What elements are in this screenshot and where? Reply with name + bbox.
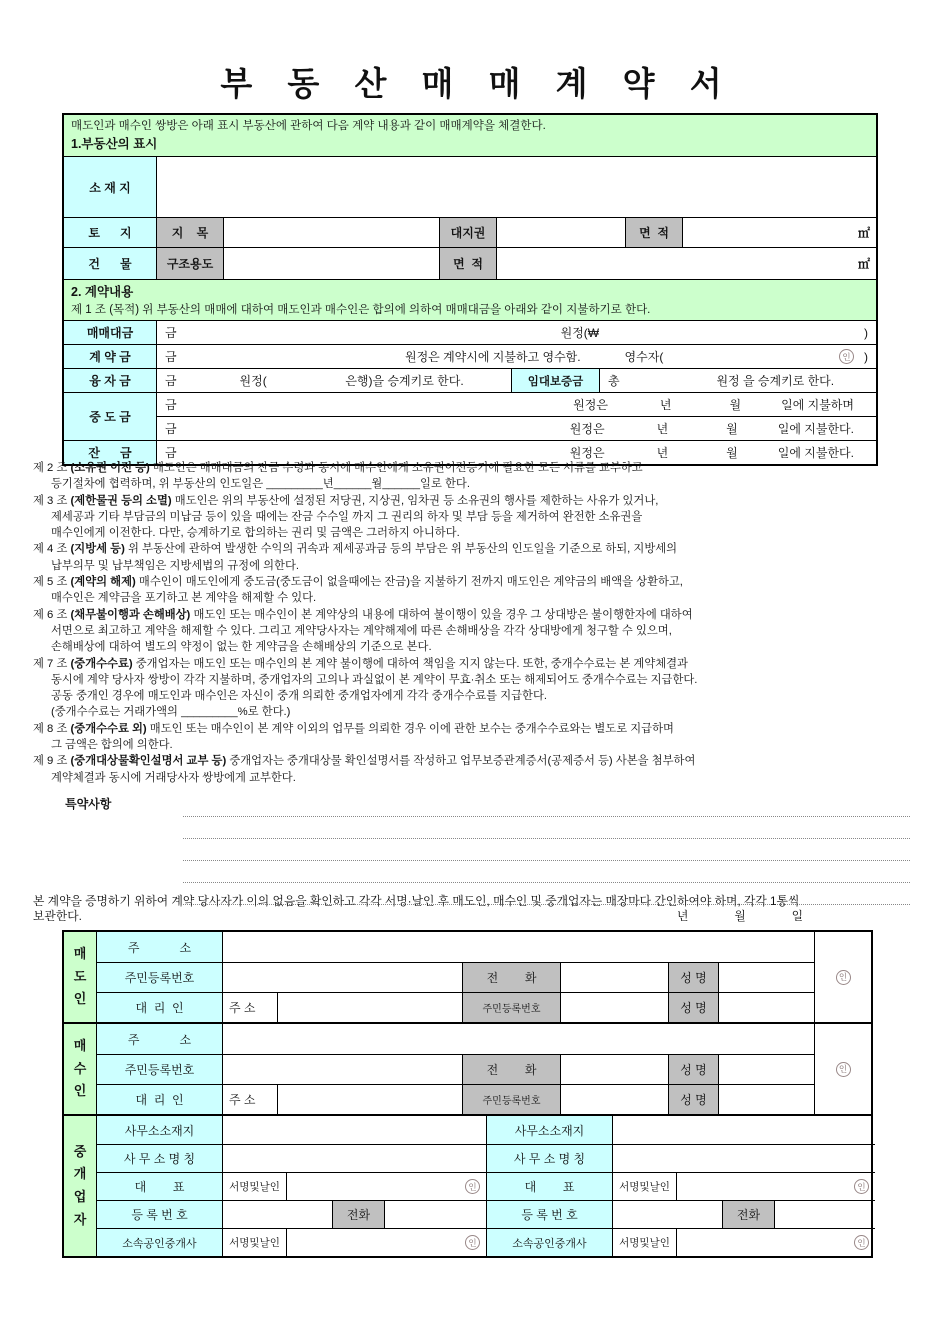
address-label: 주 소 bbox=[97, 1024, 222, 1054]
seal-icon: 인 bbox=[839, 349, 854, 364]
geum-label: 금 bbox=[165, 350, 177, 364]
land-right-field[interactable] bbox=[496, 218, 625, 247]
page-title: 부 동 산 매 매 계 약 서 bbox=[220, 65, 735, 102]
name-label: 성 명 bbox=[668, 1055, 718, 1084]
buyer-ssn-field[interactable] bbox=[222, 1055, 462, 1084]
office-name-label: 사 무 소 명 칭 bbox=[487, 1145, 612, 1172]
broker-right-assoc-sign-field[interactable] bbox=[676, 1229, 875, 1256]
bank-text: 은행)을 승계키로 한다. bbox=[345, 374, 464, 388]
section2-heading: 2. 계약내용 bbox=[71, 285, 134, 299]
receiver-label: 영수자( bbox=[624, 350, 664, 364]
seal-icon: 인 bbox=[854, 1179, 869, 1194]
tel-label: 전화 bbox=[722, 1201, 774, 1228]
loan-field[interactable] bbox=[156, 369, 511, 392]
close-paren: ) bbox=[864, 349, 869, 364]
seal-icon: 인 bbox=[465, 1235, 480, 1250]
day-text: 일에 지불한다. bbox=[777, 422, 854, 436]
wonjeong-label: 원정은 bbox=[573, 398, 608, 412]
broker-right-office-address-field[interactable] bbox=[612, 1116, 875, 1144]
land-label: 토 지 bbox=[64, 218, 156, 247]
price-label: 매매대금 bbox=[64, 321, 156, 344]
representative-label: 대 표 bbox=[97, 1173, 222, 1200]
registration-number-label: 등 록 번 호 bbox=[97, 1201, 222, 1228]
building-structure-label: 구조용도 bbox=[156, 248, 223, 279]
building-label: 건 물 bbox=[64, 248, 156, 279]
phone-label: 전 화 bbox=[462, 963, 560, 992]
wonjeong-label: 원정은 bbox=[569, 422, 605, 436]
land-area-label: 면 적 bbox=[625, 218, 682, 247]
seal-icon: 인 bbox=[836, 1062, 851, 1077]
sign-seal-label: 서명및날인 bbox=[222, 1173, 286, 1200]
loan-label: 융 자 금 bbox=[64, 369, 156, 392]
land-category-field[interactable] bbox=[223, 218, 439, 247]
buyer-vertical-label: 매수인 bbox=[64, 1024, 97, 1114]
special-terms-line[interactable] bbox=[183, 795, 910, 817]
broker-left-assoc-sign-field[interactable] bbox=[286, 1229, 486, 1256]
seller-agent-address-field[interactable] bbox=[277, 993, 462, 1022]
article-1: 제 1 조 (목적) 위 부동산의 매매에 대하여 매도인과 매수인은 합의에 의하여 매매대금을 아래와 같이 지불하기로 한다. bbox=[71, 303, 651, 316]
agent-ssn-label: 주민등록번호 bbox=[462, 993, 560, 1022]
month-label: 월 bbox=[729, 398, 742, 412]
interim-field-1[interactable] bbox=[157, 393, 876, 416]
buyer-agent-name-field[interactable] bbox=[718, 1085, 814, 1114]
sign-seal-label: 서명및날인 bbox=[612, 1229, 676, 1256]
wonjeong-label: 원정( bbox=[239, 374, 267, 388]
sqm-unit: ㎡ bbox=[857, 257, 870, 271]
price-field[interactable] bbox=[156, 321, 876, 344]
office-address-label: 사무소소재지 bbox=[97, 1116, 222, 1144]
rent-text: 원정 을 승계키로 한다. bbox=[716, 374, 835, 388]
geum-label: 금 bbox=[165, 446, 177, 460]
agent-address-label: 주 소 bbox=[222, 1085, 277, 1114]
deposit-field[interactable] bbox=[156, 345, 876, 368]
special-terms-line[interactable] bbox=[183, 861, 910, 883]
special-terms-line[interactable] bbox=[183, 839, 910, 861]
associate-broker-label: 소속공인중개사 bbox=[487, 1229, 612, 1256]
special-terms-label: 특약사항 bbox=[65, 797, 112, 811]
building-structure-field[interactable] bbox=[223, 248, 439, 279]
associate-broker-label: 소속공인중개사 bbox=[97, 1229, 222, 1256]
closing-line1: 본 계약을 증명하기 위하여 계약 당사자가 이의 없음을 확인하고 각각 서명·날인 후 매도인, 매수인 및 중개업자는 매장마다 간인하여야 하며, 각각 1통씩 bbox=[33, 894, 800, 908]
section1-heading: 1.부동산의 표시 bbox=[71, 137, 158, 152]
land-area-field[interactable] bbox=[682, 218, 876, 247]
agent-label: 대 리 인 bbox=[97, 1085, 222, 1114]
ssn-label: 주민등록번호 bbox=[97, 1055, 222, 1084]
seller-agent-ssn-field[interactable] bbox=[560, 993, 668, 1022]
broker-right-office-name-field[interactable] bbox=[612, 1145, 875, 1172]
year-label: 년 bbox=[656, 422, 669, 436]
tel-label: 전화 bbox=[332, 1201, 384, 1228]
buyer-seal-cell[interactable] bbox=[814, 1024, 871, 1114]
broker-left-office-name-field[interactable] bbox=[222, 1145, 486, 1172]
geum-label: 금 bbox=[165, 422, 177, 436]
broker-left-rep-sign-field[interactable] bbox=[286, 1173, 486, 1200]
seller-block bbox=[64, 932, 871, 1022]
seal-icon: 인 bbox=[836, 970, 851, 985]
broker-right-rep-sign-field[interactable] bbox=[676, 1173, 875, 1200]
sign-seal-label: 서명및날인 bbox=[222, 1229, 286, 1256]
broker-left-office-address-field[interactable] bbox=[222, 1116, 486, 1144]
land-category-label: 지 목 bbox=[156, 218, 223, 247]
contract-articles: 제 2 조 (소유권 이전 등) 매도인은 매매대금의 잔금 수령과 동시에 매수인에게 소유권이전등기에 필요한 모든 서류를 교부하고 등기절차에 협력하며, 위 부동산의 인도일은 _________년______월______일로 한다. 제 3 조 (제한물권 등의 소멸) 매도인은 위의 부동산에 설정된 저당권, 지상권, 임차권 등 소유권의 행사를 제한하는 사유가 있거나, 제세공과 기타 부담금의 미납금 등이 있을 때에는 잔금 수수일 까지 그 권리의 하자 및 부담 등을 제거하여 완전한 소유권을 매수인에게 이전한다. 다만, 승계하기로 합의하는 권리 및 금액은 그러하지 아니하다. 제 4 조 (지방세 등) 위 부동산에 관하여 발생한 수익의 귀속과 제세공과금 등의 부담은 위 부동산의 인도일을 기준으로 하되, 지방세의 납부의무 및 납부책임은 지방세법의 규정에 의한다. 제 5 조 (계약의 해제) 매수인이 매도인에게 중도금(중도금이 없을때에는 잔금)을 지불하기 전까지 매도인은 계약금의 배액을 상환하고, 매수인은 계약금을 포기하고 본 계약을 해제할 수 있다. 제 6 조 (채무불이행과 손해배상) 매도인 또는 매수인이 본 계약상의 내용에 대하여 불이행이 있을 경우 그 상대방은 불이행한자에 대하여 서면으로 최고하고 계약을 해제할 수 있다. 그리고 계약당사자는 계약해제에 따른 손해배상을 각각 상대방에게 청구할 수 있으며, 손해배상에 대하여 별도의 약정이 없는 한 계약금을 손해배상의 기준으로 본다. 제 7 조 (중개수수료) 중개업자는 매도인 또는 매수인의 본 계약 불이행에 대하여 책임을 지지 않는다. 또한, 중개수수료는 본 계약체결과 동시에 계약 당사자 쌍방이 각각 지불하며, 중개업자의 고의나 과실없이 본 계약이 무효·취소 또는 해제되어도 중개수수료는 지급한다. 공동 중개인 경우에 매도인과 매수인은 자신이 중개 의뢰한 중개업자에게 각각 중개수수료를 지급한다. (중개수수료는 거래가액의 _________%로 한다.) 제 8 조 (중개수수료 외) 매도인 또는 매수인이 본 계약 이외의 업무를 의뢰한 경우 이에 관한 보수는 중개수수료와는 별도로 지급하며 그 금액은 합의에 의한다. 제 9 조 (중개대상물확인설명서 교부 등) 중개업자는 중개대상물 확인설명서를 작성하고 업무보증관계증서(공제증서 등) 사본을 첨부하여 계약체결과 동시에 거래당사자 쌍방에게 교부한다. bbox=[33, 462, 698, 784]
phone-label: 전 화 bbox=[462, 1055, 560, 1084]
broker-right-reg-no-field[interactable] bbox=[612, 1201, 722, 1228]
close-paren: ) bbox=[864, 325, 868, 340]
buyer-block bbox=[64, 1022, 871, 1114]
buyer-name-field[interactable] bbox=[718, 1055, 814, 1084]
special-terms bbox=[65, 795, 910, 905]
closing-statement bbox=[33, 894, 921, 924]
location-field[interactable] bbox=[156, 157, 876, 217]
wonjeong-label: 원정은 bbox=[569, 446, 605, 460]
name-label: 성 명 bbox=[668, 1085, 718, 1114]
balance-label: 잔 금 bbox=[64, 441, 156, 464]
name-label: 성 명 bbox=[668, 993, 718, 1022]
buyer-address-field[interactable] bbox=[222, 1024, 814, 1054]
intro-text: 매도인과 매수인 쌍방은 아래 표시 부동산에 관하여 다음 계약 내용과 같이 매매계약을 체결한다. bbox=[71, 120, 546, 132]
special-terms-line[interactable] bbox=[183, 817, 910, 839]
contract-date-field[interactable]: 년 월 일 bbox=[677, 909, 803, 923]
interim-label: 중 도 금 bbox=[64, 393, 156, 440]
location-label: 소 재 지 bbox=[64, 157, 156, 217]
seal-icon: 인 bbox=[465, 1179, 480, 1194]
seller-agent-name-field[interactable] bbox=[718, 993, 814, 1022]
broker-left-reg-no-field[interactable] bbox=[222, 1201, 332, 1228]
deposit-label: 계 약 금 bbox=[64, 345, 156, 368]
registration-number-label: 등 록 번 호 bbox=[487, 1201, 612, 1228]
day-text: 일에 지불한다. bbox=[777, 446, 854, 460]
agent-address-label: 주 소 bbox=[222, 993, 277, 1022]
year-label: 년 bbox=[656, 446, 669, 460]
property-and-payment-table bbox=[62, 113, 878, 466]
seal-icon: 인 bbox=[854, 1235, 869, 1250]
ssn-label: 주민등록번호 bbox=[97, 963, 222, 992]
seller-seal-cell[interactable] bbox=[814, 932, 871, 1022]
office-name-label: 사 무 소 명 칭 bbox=[97, 1145, 222, 1172]
sign-seal-label: 서명및날인 bbox=[612, 1173, 676, 1200]
seller-ssn-field[interactable] bbox=[222, 963, 462, 992]
geum-label: 금 bbox=[165, 398, 177, 412]
buyer-agent-address-field[interactable] bbox=[277, 1085, 462, 1114]
land-right-label: 대지권 bbox=[439, 218, 496, 247]
seller-name-field[interactable] bbox=[718, 963, 814, 992]
address-label: 주 소 bbox=[97, 932, 222, 962]
interim-field-2[interactable] bbox=[157, 416, 876, 440]
agent-label: 대 리 인 bbox=[97, 993, 222, 1022]
intro-header bbox=[64, 115, 876, 156]
seller-phone-field[interactable] bbox=[560, 963, 668, 992]
seller-vertical-label: 매도인 bbox=[64, 932, 97, 1022]
closing-line2: 보관한다. bbox=[33, 909, 82, 923]
broker-vertical-label: 중개업자 bbox=[64, 1116, 97, 1256]
geum-label: 금 bbox=[165, 374, 177, 388]
sqm-unit: ㎡ bbox=[857, 226, 870, 240]
building-area-label: 면 적 bbox=[439, 248, 496, 279]
buyer-agent-ssn-field[interactable] bbox=[560, 1085, 668, 1114]
month-label: 월 bbox=[726, 422, 738, 436]
rent-deposit-field[interactable] bbox=[599, 369, 876, 392]
broker-right-tel-field[interactable] bbox=[774, 1201, 875, 1228]
rent-deposit-label: 임대보증금 bbox=[511, 369, 599, 392]
signature-table bbox=[62, 930, 873, 1258]
representative-label: 대 표 bbox=[487, 1173, 612, 1200]
office-address-label: 사무소소재지 bbox=[487, 1116, 612, 1144]
broker-block bbox=[64, 1114, 871, 1256]
broker-left-tel-field[interactable] bbox=[384, 1201, 486, 1228]
section2-header bbox=[64, 279, 876, 320]
name-label: 성 명 bbox=[668, 963, 718, 992]
agent-ssn-label: 주민등록번호 bbox=[462, 1085, 560, 1114]
seller-address-field[interactable] bbox=[222, 932, 814, 962]
year-label: 년 bbox=[659, 398, 672, 412]
total-label: 총 bbox=[608, 374, 620, 388]
month-label: 월 bbox=[726, 446, 738, 460]
wonjeong-label: 원정(₩ bbox=[560, 326, 600, 340]
building-area-field[interactable] bbox=[496, 248, 876, 279]
buyer-phone-field[interactable] bbox=[560, 1055, 668, 1084]
geum-label: 금 bbox=[165, 326, 177, 340]
deposit-text: 원정은 계약시에 지불하고 영수함. bbox=[404, 350, 581, 364]
day-text: 일에 지불하며 bbox=[781, 398, 854, 412]
